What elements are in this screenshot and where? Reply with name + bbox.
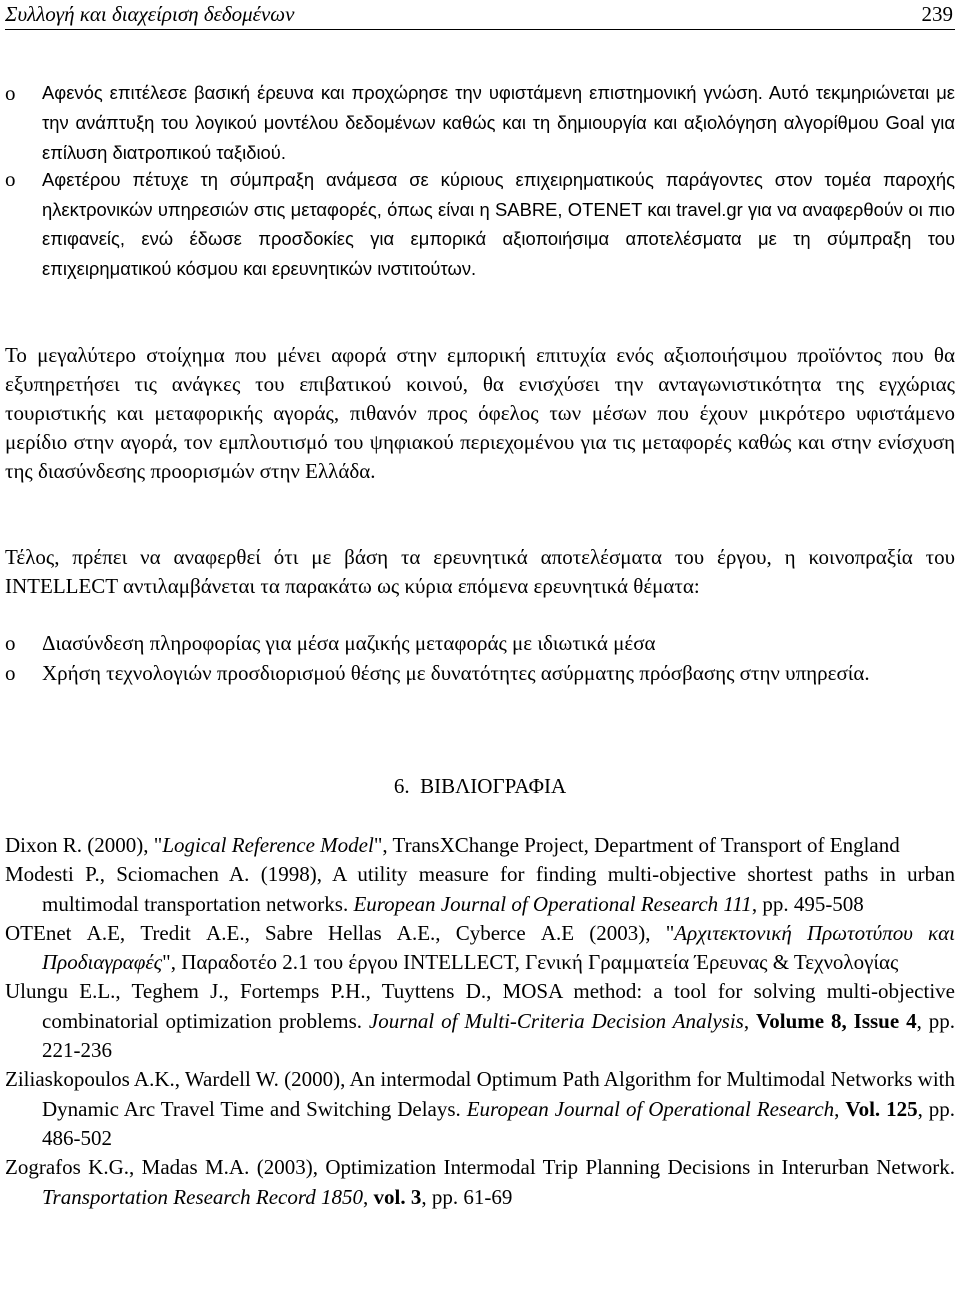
list-item — [5, 165, 955, 283]
reference-item: Zografos K.G., Madas M.A. (2003), Optimization Intermodal Trip Planning Decisions in Interurban Network. Transportation Research Record 1850, vol. 3, pp. 61-69 — [5, 1155, 955, 1209]
reference-item: Modesti P., Sciomachen A. (1998), A utility measure for finding multi-objective shortest paths in urban multimodal transportation networks. European Journal of Operational Research 111, pp. 495-508 — [5, 862, 955, 916]
section-heading — [0, 772, 960, 801]
bullet-text: Αφετέρου πέτυχε τη σύμπραξη ανάμεσα σε κύριους επιχειρηματικούς παράγοντες στον τομέα παροχής ηλεκτρονικών υπηρεσιών στις μεταφορές, όπως είναι η SABRE, ΟΤΕΝΕΤ και travel.gr για να αναφερθούν οι πιο επιφανείς, ενώ έδωσε προσδοκίες για εμπορικά αξιοποιήσιμα αποτελέσματα με τη σύμπραξη του επιχειρηματικού κόσμου και ερευνητικών ινστιτούτων. — [42, 169, 955, 279]
bullet-marker: o — [5, 661, 16, 685]
bullet-text: Αφενός επιτέλεσε βασική έρευνα και προχώρησε την υφιστάμενη επιστημονική γνώση. Αυτό τεκμηριώνεται με την ανάπτυξη του λογικού μοντέλου δεδομένων καθώς και τη δημιουργία και αξιολόγηση αλγορίθμου Goal για επίλυση διατροπικού ταξιδιού. — [42, 82, 955, 163]
list-item — [5, 659, 955, 688]
bullet-text: Χρήση τεχνολογιών προσδιορισμού θέσης με δυνατότητες ασύρματης πρόσβασης στην υπηρεσία. — [42, 661, 870, 685]
running-title: Συλλογή και διαχείριση δεδομένων — [5, 2, 295, 26]
reference-item: Dixon R. (2000), "Logical Reference Model", TransXChange Project, Department of Transport of England — [5, 833, 900, 857]
section-title: ΒΙΒΛΙΟΓΡΑΦΙΑ — [420, 774, 567, 798]
bullet-marker: o — [5, 81, 16, 105]
paragraph: Τέλος, πρέπει να αναφερθεί ότι με βάση τα ερευνητικά αποτελέσματα του έργου, η κοινοπραξία του INTELLECT αντιλαμβάνεται τα παρακάτω ως κύρια επόμενα ερευνητικά θέματα: — [5, 545, 955, 598]
bullet-text: Διασύνδεση πληροφορίας για μέσα μαζικής μεταφοράς με ιδιωτικά μέσα — [42, 631, 656, 655]
list-item — [5, 78, 955, 168]
reference-item: ΟΤΕnet Α.Ε, Tredit Α.Ε., Sabre Hellas Α.Ε., Cyberce Α.Ε (2003), "Αρχιτεκτονική Πρωτοτύπου και Προδιαγραφές", Παραδοτέο 2.1 του έργου INTELLECT, Γενική Γραμματεία Έρευνας & Τεχνολογίας — [5, 920, 955, 975]
page-number: 239 — [921, 2, 953, 26]
bullet-marker: o — [5, 631, 16, 655]
reference-item: Ziliaskopoulos A.K., Wardell W. (2000), An intermodal Optimum Path Algorithm for Multimodal Networks with Dynamic Arc Travel Time and Switching Delays. European Journal of Operational Research, Vol. 125, pp. 486-502 — [5, 1067, 956, 1150]
section-number: 6. — [393, 774, 410, 798]
reference-list — [5, 831, 955, 1212]
list-item — [5, 629, 955, 658]
paragraph: Το μεγαλύτερο στοίχημα που μένει αφορά στην εμπορική επιτυχία ενός αξιοποιήσιμου προϊόντος που θα εξυπηρετήσει τις ανάγκες του επιβατικού κοινού, θα ενισχύσει την ανταγωνιστικότητα της εγχώριας τουριστικής και μεταφορικής αγοράς, πιθανόν προς όφελος των μέσων που έχουν μικρότερο υφιστάμενο μερίδιο στην αγορά, τον εμπλουτισμό του ψηφιακού περιεχομένου για τις μεταφορές καθώς και στην ενίσχυση της διασύνδεσης προορισμών στην Ελλάδα. — [5, 343, 955, 483]
page-header — [5, 0, 955, 30]
reference-item: Ulungu E.L., Teghem J., Fortemps P.H., Tuyttens D., MOSA method: a tool for solving multi-objective combinatorial optimization problems. Journal of Multi-Criteria Decision Analysis, Volume 8, Issue 4, pp. 221-236 — [5, 979, 956, 1063]
bullet-marker: o — [5, 167, 16, 191]
